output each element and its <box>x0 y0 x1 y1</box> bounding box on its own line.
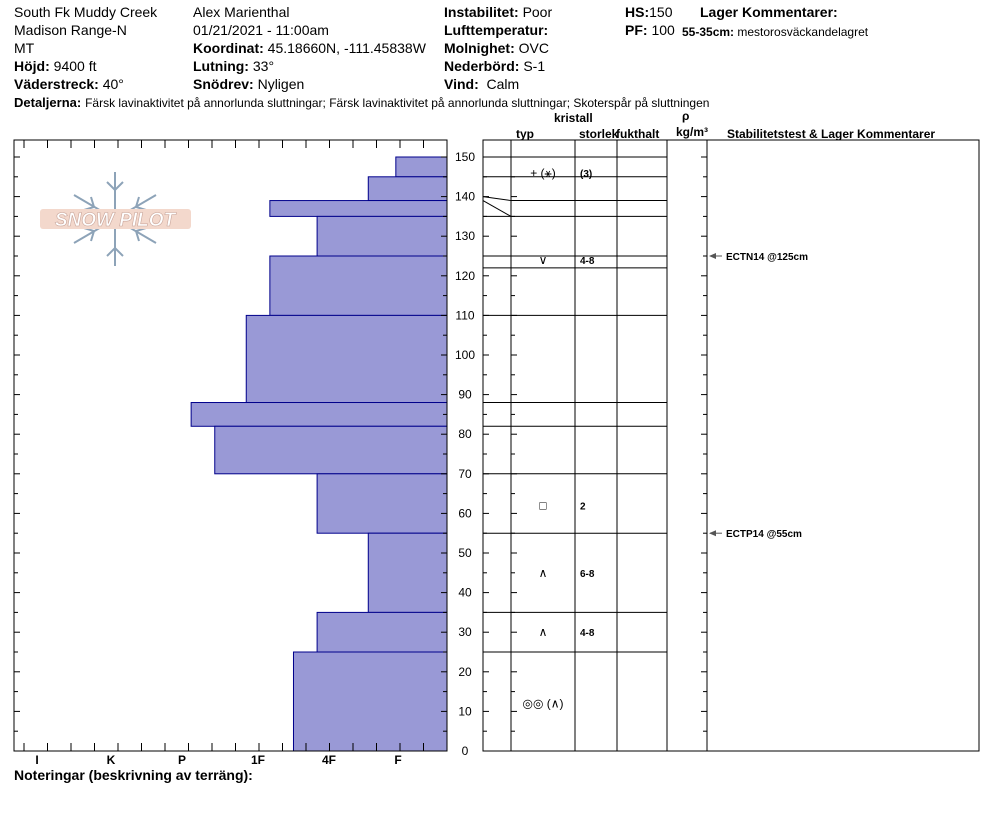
hardness-bar-7 <box>215 426 447 474</box>
slope-value: 33° <box>252 58 275 74</box>
slope-label: Lutning: <box>193 58 249 74</box>
air-temp-label: Lufttemperatur: <box>444 22 549 38</box>
grain-type-symbol: ∧ <box>538 625 548 640</box>
hs-value: 150 <box>649 4 673 20</box>
range-name: Madison Range-N <box>14 22 127 38</box>
sky-label: Molnighet: <box>444 40 515 56</box>
depth-tick-label: 40 <box>458 585 472 600</box>
depth-tick-label: 130 <box>454 229 476 244</box>
elevation-label: Höjd: <box>14 58 50 74</box>
stability-test-label: ECTP14 @55cm <box>726 529 802 541</box>
depth-tick-label: 80 <box>458 427 472 442</box>
wind-label: Vind: <box>444 76 479 92</box>
layer-table-frame <box>483 140 979 751</box>
pf-value: 100 <box>651 22 675 38</box>
hardness-bar-0 <box>396 157 447 177</box>
depth-tick-label: 150 <box>454 150 476 164</box>
depth-tick-label: 20 <box>458 664 472 679</box>
aspect-label: Väderstreck: <box>14 76 99 92</box>
precip-value: S-1 <box>523 58 546 74</box>
hardness-tick-label: K <box>106 753 116 767</box>
hardness-tick-label: 1F <box>250 753 266 767</box>
stability-test-header: Stabilitetstest & Lager Kommentarer <box>727 127 936 141</box>
notes-label: Noteringar (beskrivning av terräng): <box>14 767 253 783</box>
snowpilot-logo <box>40 172 191 266</box>
grain-size-label: 4-8 <box>580 255 595 267</box>
layer-comments-label: Lager Kommentarer: <box>700 4 838 20</box>
wind-loading-label: Snödrev: <box>193 76 254 92</box>
hardness-tick-label: P <box>177 753 187 767</box>
wind-value: Calm <box>486 76 520 92</box>
stability-value: Poor <box>522 4 553 20</box>
hardness-bar-11 <box>293 652 447 751</box>
location-name: South Fk Muddy Creek <box>14 4 158 20</box>
elevation-value: 9400 ft <box>53 58 97 74</box>
hardness-bar-1 <box>368 177 447 201</box>
size-header: storlek <box>579 127 619 141</box>
logo-text: SNOW PILOT <box>54 210 176 231</box>
observer-name: Alex Marienthal <box>193 4 290 20</box>
grain-size-label: 2 <box>580 501 586 513</box>
depth-tick-label: 90 <box>458 387 472 402</box>
hardness-bar-8 <box>317 474 447 533</box>
depth-tick-label: 110 <box>455 308 475 323</box>
hardness-bar-2 <box>270 201 447 217</box>
layer-table <box>483 157 808 710</box>
grain-type-symbol: + (⚹) <box>530 165 556 180</box>
stability-test-label: ECTN14 @125cm <box>726 252 809 263</box>
grain-size-label: (3) <box>580 168 593 180</box>
pf-label: PF: <box>625 22 648 38</box>
hardness-bar-3 <box>317 216 447 256</box>
grain-type-symbol: □ <box>539 498 547 513</box>
layer-connector-line <box>483 197 511 201</box>
aspect-value: 40° <box>102 76 124 92</box>
grain-type-symbol: ∨ <box>538 252 548 267</box>
coord-value: 45.18660N, -111.45838W <box>267 40 426 56</box>
sky-value: OVC <box>518 40 549 56</box>
density-unit-header: kg/m³ <box>676 125 709 139</box>
test-arrow-icon <box>709 253 716 259</box>
depth-tick-label: 60 <box>458 506 472 521</box>
depth-tick-label: 50 <box>458 546 472 560</box>
depth-tick-label: 140 <box>454 189 476 204</box>
depth-tick-label: 30 <box>458 625 472 640</box>
depth-tick-label: 0 <box>461 744 469 758</box>
hs-label: HS: <box>625 4 650 20</box>
wind-loading-value: Nyligen <box>257 76 305 92</box>
layer-comment-range: 55-35cm: <box>682 25 735 39</box>
hardness-bar-9 <box>368 533 447 612</box>
grain-size-label: 6-8 <box>580 568 595 580</box>
type-header: typ <box>516 127 534 141</box>
grain-type-symbol: ∧ <box>538 565 548 580</box>
state-name: MT <box>14 40 35 56</box>
depth-tick-label: 70 <box>458 466 472 481</box>
hardness-bar-6 <box>191 403 447 427</box>
depth-tick-label: 120 <box>454 268 476 283</box>
details-text: Färsk lavinaktivitet på annorlunda sluttningar; Färsk lavinaktivitet på annorlunda sluttningar; Skoterspår på sluttningen <box>85 96 710 110</box>
rho-header: ρ <box>682 109 690 123</box>
test-arrow-icon <box>709 530 716 536</box>
hardness-tick-label: 4F <box>321 753 337 767</box>
hardness-bar-10 <box>317 612 447 652</box>
observation-datetime: 01/21/2021 - 11:00am <box>193 22 329 38</box>
crystal-header: kristall <box>554 111 593 125</box>
grain-type-symbol: ◎◎ (∧) <box>522 696 564 711</box>
stability-label: Instabilitet: <box>444 4 519 20</box>
layer-comment-text: mestorosväckandelagret <box>737 25 869 39</box>
layer-connector-line <box>483 201 511 217</box>
depth-tick-label: 10 <box>458 704 472 719</box>
chart-axes <box>14 140 979 751</box>
hardness-tick-label: I <box>35 753 39 767</box>
coord-label: Koordinat: <box>193 40 264 56</box>
moisture-header: fukthalt <box>616 127 660 141</box>
details-label: Detaljerna: <box>14 95 82 110</box>
hardness-tick-label: F <box>394 753 402 767</box>
hardness-bar-5 <box>246 315 447 402</box>
precip-label: Nederbörd: <box>444 58 520 74</box>
depth-tick-label: 100 <box>454 348 476 362</box>
layer-bars <box>191 157 447 751</box>
grain-size-label: 4-8 <box>580 628 595 640</box>
hardness-bar-4 <box>270 256 447 315</box>
